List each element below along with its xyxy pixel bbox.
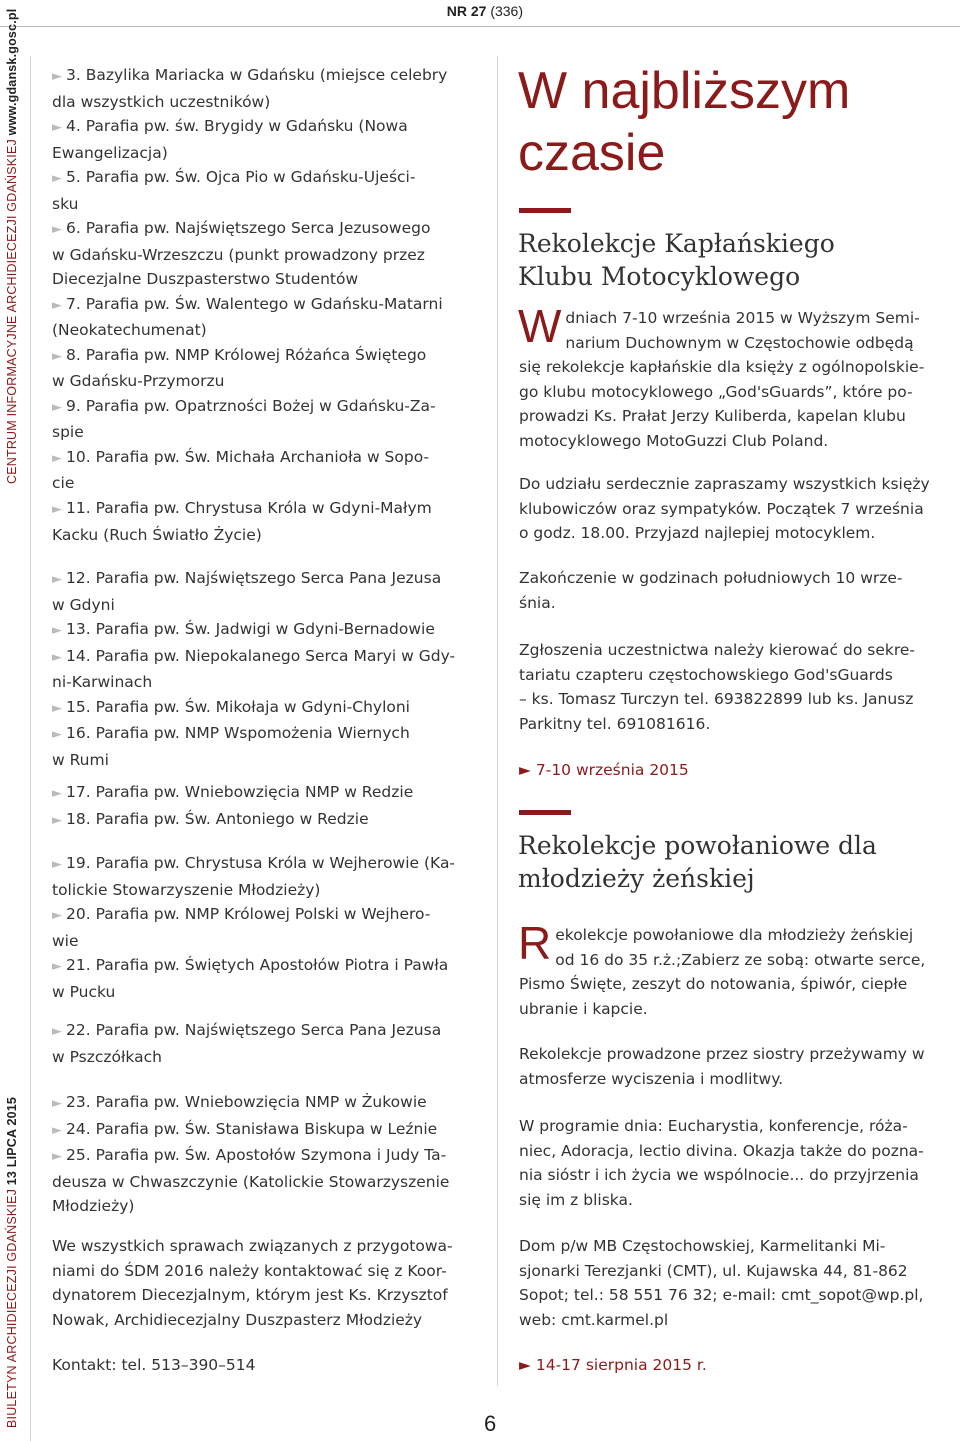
article-paragraph: Zgłoszenia uczestnictwa należy kierować do sekre- tariatu czapteru częstochowskiego God'sGuards – ks. Tomasz Turczyn tel. 693822899 lub ks. Janusz Parkitny tel. 691081616. xyxy=(519,641,916,733)
list-item: ► 19. Parafia pw. Chrystusa Króla w Wejherowie (Ka- xyxy=(52,854,456,872)
list-item: ► 25. Parafia pw. Św. Apostołów Szymona i Judy Ta- xyxy=(52,1146,447,1164)
contact-paragraph xyxy=(52,1234,472,1332)
list-item: ► 13. Parafia pw. Św. Jadwigi w Gdyni-Bernadowie xyxy=(52,620,435,638)
list-item-cont: wie xyxy=(52,931,79,950)
list-item: ► 23. Parafia pw. Wniebowzięcia NMP w Żukowie xyxy=(52,1093,427,1111)
list-item-cont: w Pszczółkach xyxy=(52,1047,162,1066)
page-number: 6 xyxy=(484,1411,497,1436)
arrow-icon: ► xyxy=(52,649,62,665)
arrow-icon: ► xyxy=(52,572,62,587)
arrow-icon: ► xyxy=(52,1024,62,1039)
list-item-cont: Ewangelizacja) xyxy=(52,143,168,162)
list-item: ► 3. Bazylika Mariacka w Gdańsku (miejsce celebry xyxy=(52,66,448,84)
article-paragraph: Do udziału serdecznie zapraszamy wszystkich księży klubowiczów oraz sympatyków. Początek 7 września o godz. 18.00. Przyjazd najlepiej motocyklem. xyxy=(519,475,930,542)
section-headline: W najbliższym czasie xyxy=(518,62,851,182)
arrow-icon: ► xyxy=(52,171,62,186)
paragraph-line: dynatorem Diecezjalnym, którym jest Ks. Krzysztof xyxy=(52,1286,448,1304)
list-item: ► 15. Parafia pw. Św. Mikołaja w Gdyni-Chyloni xyxy=(52,697,410,716)
article-paragraph: W programie dnia: Eucharystia, konferencje, róża- niec, Adoracja, lectio divina. Okazja także do pozna- nia sióstr i ich życia we wspólnocie... do przyjrzenia się im z bliska. xyxy=(519,1117,924,1209)
arrow-icon: ► xyxy=(52,1122,62,1138)
list-item: ► 5. Parafia pw. Św. Ojca Pio w Gdańsku-Ujeści- xyxy=(52,168,416,186)
list-item: ► 21. Parafia pw. Świętych Apostołów Piotra i Pawła xyxy=(52,956,449,974)
list-item: ► 22. Parafia pw. Najświętszego Serca Pana Jezusa xyxy=(52,1021,442,1039)
list-item: ► 17. Parafia pw. Wniebowzięcia NMP w Redzie xyxy=(52,783,414,801)
arrow-icon: ► xyxy=(52,812,62,828)
arrow-icon: ► xyxy=(519,761,531,779)
list-item: ► 7. Parafia pw. Św. Walentego w Gdańsku-Matarni xyxy=(52,294,443,313)
arrow-icon: ► xyxy=(52,1149,62,1164)
article-paragraph: Rekolekcje prowadzone przez siostry przeżywamy w atmosferze wyciszenia i modlitwy. xyxy=(519,1045,925,1088)
column-divider xyxy=(497,56,498,1386)
arrow-icon: ► xyxy=(52,222,62,237)
parish-list-pszczolki xyxy=(52,1018,472,1069)
arrow-icon: ► xyxy=(52,700,62,716)
parish-list-gdynia-maly-kack xyxy=(52,496,472,547)
article-paragraph-address: Dom p/w MB Częstochowskiej, Karmelitanki Mi- sjonarki Terezjanki (CMT), ul. Kujawska 44, 81-862 Sopot; tel.: 58 551 76 32; e-mail: cmt_sopot@wp.pl, web: cmt.karmel.pl xyxy=(519,1237,924,1329)
arrow-icon: ► xyxy=(52,623,62,638)
contact-phone: Kontakt: tel. 513–390–514 xyxy=(52,1356,256,1374)
list-item: ► 4. Parafia pw. św. Brygidy w Gdańsku (Nowa xyxy=(52,117,408,135)
parish-list-zukowo xyxy=(52,1090,472,1219)
arrow-icon: ► xyxy=(52,297,62,313)
arrow-icon: ► xyxy=(519,1356,531,1374)
list-item-cont: spie xyxy=(52,423,84,441)
list-item: ► 12. Parafia pw. Najświętszego Serca Pana Jezusa xyxy=(52,569,442,587)
dropcap: R xyxy=(518,917,552,969)
event-date-vocation: ► 14-17 sierpnia 2015 r. xyxy=(519,1356,707,1374)
article-divider-bar xyxy=(519,810,571,815)
issue-number: NR 27 (336) xyxy=(446,3,523,19)
article-body-motorcycle: W dniach 7-10 września 2015 w Wyższym Semi- narium Duchownym w Częstochowie odbędą się rekolekcje kapłańskie dla księży z ogólnopolskie- go klubu motocyklowego „God'sGuards”, które po- prowadzi Ks. Prałat Jerzy Kuliberda, kapelan klubu motocyklowego MotoGuzzi Club Poland. xyxy=(518,300,925,450)
arrow-icon: ► xyxy=(52,857,62,872)
sidebar-rule xyxy=(30,56,31,1441)
sidebar-center: CENTRUM INFORMACYJNE ARCHIDIECEZJI GDAŃSKIEJ www.gdansk.gosc.pl xyxy=(5,8,19,484)
article-paragraph: Zakończenie w godzinach południowych 10 wrze- śnia. xyxy=(519,569,903,612)
paragraph-line: niami do ŚDM 2016 należy kontaktować się z Koor- xyxy=(52,1261,447,1280)
list-item-cont: w Gdańsku-Przymorzu xyxy=(52,372,225,390)
list-item: ► 14. Parafia pw. Niepokalanego Serca Maryi w Gdy- xyxy=(52,646,456,665)
parish-list-wejherowo xyxy=(52,851,472,1004)
list-item-cont: w Gdyni xyxy=(52,595,115,614)
arrow-icon: ► xyxy=(52,727,62,742)
parish-list-gdansk xyxy=(52,63,472,496)
arrow-icon: ► xyxy=(52,120,62,135)
list-item: ► 8. Parafia pw. NMP Królowej Różańca Świętego xyxy=(52,345,427,364)
arrow-icon: ► xyxy=(52,348,62,364)
article-title-motorcycle: Rekolekcje Kapłańskiego Klubu Motocyklowego xyxy=(518,229,835,291)
parish-list-gdynia xyxy=(52,566,472,772)
sidebar-vertical xyxy=(3,8,25,1438)
arrow-icon: ► xyxy=(52,1096,62,1111)
list-item-cont: w Pucku xyxy=(52,982,116,1001)
arrow-icon: ► xyxy=(52,399,62,415)
list-item-cont: Diecezjalne Duszpasterstwo Studentów xyxy=(52,270,359,288)
arrow-icon: ► xyxy=(52,502,62,517)
paragraph-line: We wszystkich sprawach związanych z przygotowa- xyxy=(52,1237,453,1255)
list-item-cont: w Rumi xyxy=(52,750,109,769)
list-item-cont: dla wszystkich uczestników) xyxy=(52,92,271,111)
header-rule xyxy=(0,26,960,27)
parish-list-reda xyxy=(52,780,472,833)
list-item-cont: Młodzieży) xyxy=(52,1197,135,1215)
list-item: ► 10. Parafia pw. Św. Michała Archanioła w Sopo- xyxy=(52,447,430,466)
list-item: ► 6. Parafia pw. Najświętszego Serca Jezusowego xyxy=(52,219,431,237)
arrow-icon: ► xyxy=(52,786,62,801)
arrow-icon: ► xyxy=(52,959,62,974)
list-item-cont: sku xyxy=(52,194,79,213)
list-item: ► 24. Parafia pw. Św. Stanisława Biskupa w Leźnie xyxy=(52,1119,438,1138)
list-item: ► 16. Parafia pw. NMP Wspomożenia Wiernych xyxy=(52,724,410,742)
arrow-icon: ► xyxy=(52,450,62,466)
article-title-vocation: Rekolekcje powołaniowe dla młodzieży żeńskiej xyxy=(518,831,877,893)
list-item-cont: tolickie Stowarzyszenie Młodzieży) xyxy=(52,880,321,899)
list-item: ► 9. Parafia pw. Opatrzności Bożej w Gdańsku-Za- xyxy=(52,396,436,415)
dropcap: W xyxy=(518,300,562,352)
list-item-cont: (Neokatechumenat) xyxy=(52,321,207,339)
list-item-cont: deusza w Chwaszczynie (Katolickie Stowarzyszenie xyxy=(52,1172,450,1191)
list-item-cont: cie xyxy=(52,474,75,492)
list-item: ► 20. Parafia pw. NMP Królowej Polski w Wejhero- xyxy=(52,905,431,923)
arrow-icon: ► xyxy=(52,69,62,84)
arrow-icon: ► xyxy=(52,908,62,923)
paragraph-line: Nowak, Archidiecezjalny Duszpasterz Młodzieży xyxy=(52,1310,423,1329)
list-item: ► 18. Parafia pw. Św. Antoniego w Redzie xyxy=(52,809,369,828)
list-item-cont: Kacku (Ruch Światło Życie) xyxy=(52,525,262,544)
list-item: ► 11. Parafia pw. Chrystusa Króla w Gdyni-Małym xyxy=(52,499,432,517)
article-divider-bar xyxy=(519,208,571,213)
list-item-cont: ni-Karwinach xyxy=(52,673,153,691)
article-body-vocation: R ekolekcje powołaniowe dla młodzieży żeńskiej od 16 do 35 r.ż.;Zabierz ze sobą: otwarte serce, Pismo Święte, zeszyt do notowania, śpiwór, ciepłe ubranie i kapcie. xyxy=(518,917,926,1018)
sidebar-bulletin: BIULETYN ARCHIDIECEZJI GDAŃSKIEJ 13 LIPCA 2015 xyxy=(5,1096,19,1428)
event-date-motorcycle: ► 7-10 września 2015 xyxy=(519,761,689,779)
list-item-cont: w Gdańsku-Wrzeszczu (punkt prowadzony przez xyxy=(52,245,425,264)
